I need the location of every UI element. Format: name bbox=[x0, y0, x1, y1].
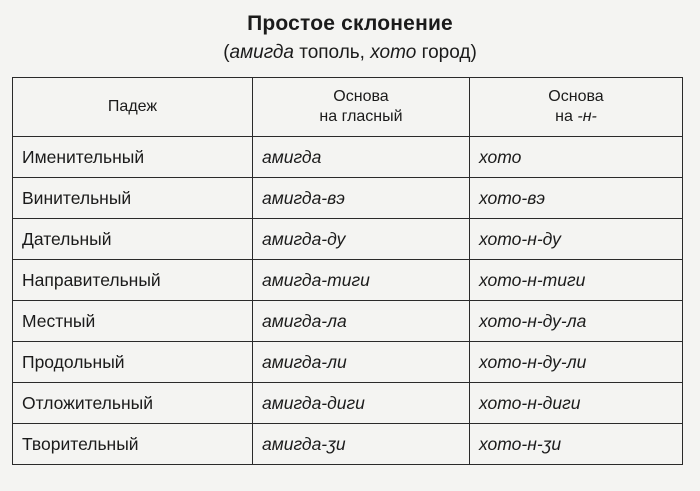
case-name-cell: Продольный bbox=[13, 342, 253, 383]
header-case-label: Падеж bbox=[107, 98, 158, 115]
page-subtitle bbox=[0, 42, 700, 64]
subtitle-word-amigda: амигда bbox=[229, 42, 294, 63]
header-case bbox=[13, 78, 253, 137]
table-row bbox=[13, 178, 683, 219]
n-stem-form-cell: хото-вэ bbox=[470, 178, 683, 219]
case-name-cell: Дательный bbox=[13, 219, 253, 260]
header-n-line1: Основа bbox=[548, 88, 604, 105]
vowel-stem-form-cell: амигда-вэ bbox=[253, 178, 470, 219]
vowel-stem-form-cell: амигда-ли bbox=[253, 342, 470, 383]
case-name-cell: Именительный bbox=[13, 137, 253, 178]
header-vowel-stem bbox=[253, 78, 470, 137]
n-stem-form-cell: хото-н-ʒи bbox=[470, 424, 683, 465]
table-row bbox=[13, 342, 683, 383]
case-name-cell: Отложительный bbox=[13, 383, 253, 424]
subtitle-open-paren: ( bbox=[223, 42, 230, 63]
header-n-stem bbox=[470, 78, 683, 137]
n-stem-form-cell: хото bbox=[470, 137, 683, 178]
n-stem-form-cell: хото-н-тиги bbox=[470, 260, 683, 301]
n-stem-form-cell: хото-н-ду-ли bbox=[470, 342, 683, 383]
case-name-cell: Винительный bbox=[13, 178, 253, 219]
declension-table bbox=[12, 77, 683, 465]
header-vowel-line2: на гласный bbox=[319, 108, 403, 125]
subtitle-gloss-city: город) bbox=[416, 42, 477, 63]
page-title: Простое склонение bbox=[247, 12, 453, 35]
table-row bbox=[13, 137, 683, 178]
table-header-row bbox=[13, 78, 683, 137]
page-corner-mark bbox=[570, 0, 690, 8]
table-row bbox=[13, 260, 683, 301]
table-row bbox=[13, 424, 683, 465]
vowel-stem-form-cell: амигда-диги bbox=[253, 383, 470, 424]
case-name-cell: Творительный bbox=[13, 424, 253, 465]
vowel-stem-form-cell: амигда bbox=[253, 137, 470, 178]
table-row bbox=[13, 301, 683, 342]
subtitle-gloss-poplar: тополь, bbox=[293, 42, 371, 63]
n-stem-form-cell: хото-н-ду bbox=[470, 219, 683, 260]
case-name-cell: Местный bbox=[13, 301, 253, 342]
n-stem-form-cell: хото-н-ду-ла bbox=[470, 301, 683, 342]
header-n-line2-suffix: -н- bbox=[577, 108, 597, 125]
vowel-stem-form-cell: амигда-ла bbox=[253, 301, 470, 342]
table-row bbox=[13, 219, 683, 260]
vowel-stem-form-cell: амигда-ду bbox=[253, 219, 470, 260]
n-stem-form-cell: хото-н-диги bbox=[470, 383, 683, 424]
table-row bbox=[13, 383, 683, 424]
vowel-stem-form-cell: амигда-тиги bbox=[253, 260, 470, 301]
vowel-stem-form-cell: амигда-ʒи bbox=[253, 424, 470, 465]
case-name-cell: Направительный bbox=[13, 260, 253, 301]
header-n-line2 bbox=[474, 107, 678, 127]
subtitle-word-hoto: хото bbox=[370, 42, 417, 63]
header-vowel-line1: Основа bbox=[333, 88, 389, 105]
header-n-line2-prefix: на bbox=[555, 108, 578, 125]
